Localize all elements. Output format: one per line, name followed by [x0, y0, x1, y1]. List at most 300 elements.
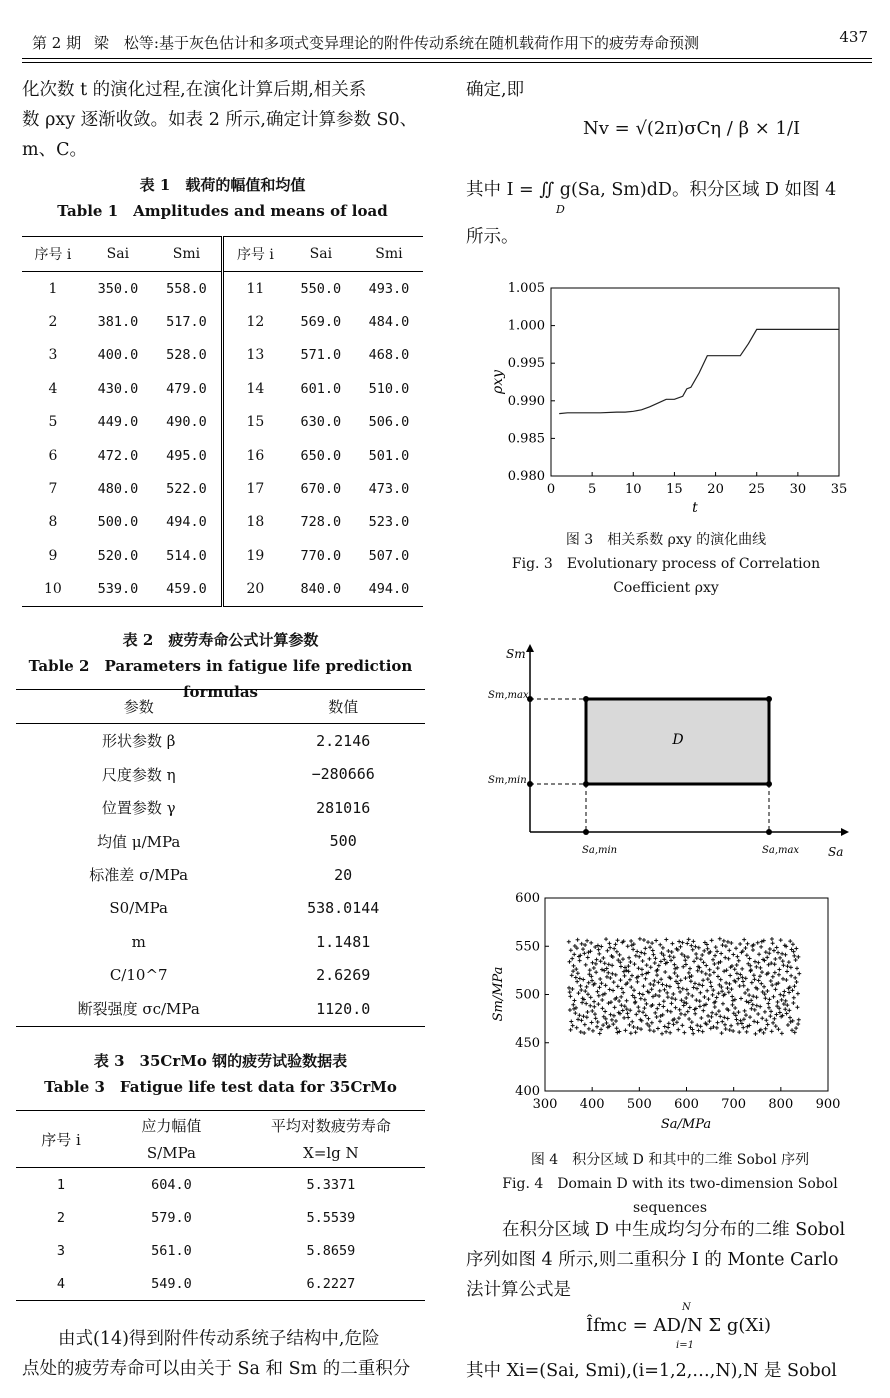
fig4-point	[783, 1007, 787, 1011]
fig4-point	[715, 996, 719, 1000]
table1	[22, 236, 423, 607]
domain-point	[766, 829, 772, 835]
fig4-point	[613, 1005, 617, 1009]
fig4-point	[657, 1002, 661, 1006]
table2-header-row	[16, 690, 425, 724]
fig4-point	[753, 977, 757, 981]
fig4-point	[631, 994, 635, 998]
fig4-point	[717, 991, 721, 995]
fig4-point	[591, 1029, 595, 1033]
fig4-point	[690, 1027, 694, 1031]
fig4-point	[584, 963, 588, 967]
table1-cell: 728.0	[300, 514, 342, 531]
fig4-ytick-label: 550	[515, 939, 540, 955]
fig4-point	[665, 991, 669, 995]
fig4-point	[702, 949, 706, 953]
table3-cell: 2	[56, 1209, 66, 1226]
fig4-point	[674, 1006, 678, 1010]
fig4-point	[653, 1011, 657, 1015]
table2-cell: 2.2146	[316, 731, 371, 750]
fig4-point	[690, 994, 694, 998]
fig4-point	[787, 960, 791, 964]
fig4-point	[604, 983, 608, 987]
fig4-point	[662, 957, 666, 961]
fig4-point	[706, 977, 710, 981]
fig4-point	[718, 937, 722, 941]
fig4-point	[762, 985, 766, 989]
fig4-point	[677, 1016, 681, 1020]
fig4-point	[666, 995, 670, 999]
equation-ifmc-text: Îfmc = AD/N Σ g(Xi)	[586, 1315, 772, 1336]
table1-row	[22, 472, 423, 505]
table1-caption-en: Table 1 Amplitudes and means of load	[57, 202, 388, 220]
fig4-ylabel: Sm/MPa	[491, 966, 506, 1022]
table1-row	[22, 439, 423, 472]
fig3-xtick-label: 5	[588, 482, 597, 497]
equation-sum-top: N	[682, 1302, 691, 1313]
fig4-point	[674, 979, 678, 983]
fig4-point	[733, 1006, 737, 1010]
fig4-point	[753, 1032, 757, 1036]
fig4-point	[659, 977, 663, 981]
fig4-point	[737, 959, 741, 963]
fig4-point	[631, 947, 635, 951]
table1-row	[22, 339, 423, 372]
fig4-point	[683, 958, 687, 962]
table3-caption	[16, 1048, 425, 1100]
fig4-point	[716, 1021, 720, 1025]
table1-cell: 479.0	[152, 372, 223, 405]
fig4-point	[745, 1030, 749, 1034]
fig4-point	[711, 958, 715, 962]
fig4-point	[733, 967, 737, 971]
fig4-point	[770, 937, 774, 941]
fig4-point	[575, 946, 579, 950]
fig4-point	[658, 943, 662, 947]
table2-cell: 形状参数 β	[101, 732, 176, 751]
fig4-point	[630, 1020, 634, 1024]
fig4-point	[601, 1023, 605, 1027]
header-issue: 第 2 期	[32, 34, 82, 52]
fig4-point	[628, 1023, 632, 1027]
table1-cell: 20	[246, 581, 265, 598]
fig4-point	[690, 1020, 694, 1024]
fig4-point	[748, 964, 752, 968]
table2-cell: 尺度参数 η	[101, 765, 176, 784]
fig3-ytick-label: 0.995	[507, 356, 545, 372]
fig4-point	[796, 992, 800, 996]
table1-cell: 495.0	[152, 439, 223, 472]
fig4-point	[768, 1014, 772, 1018]
fig4-point	[684, 962, 688, 966]
fig4-point	[779, 938, 783, 942]
fig4-point	[588, 968, 592, 972]
fig4-point	[742, 984, 746, 988]
fig4-point	[778, 956, 782, 960]
fig4-point	[606, 971, 610, 975]
table1-cell: 3	[48, 347, 58, 364]
table1-cell: 510.0	[368, 380, 410, 397]
fig4-point	[715, 949, 719, 953]
fig4-point	[691, 1032, 695, 1036]
fig4-point	[648, 945, 652, 949]
table2-row	[16, 825, 425, 859]
fig4-point	[717, 983, 721, 987]
fig4-point	[688, 1005, 692, 1009]
table1-cell: 4	[48, 380, 58, 397]
fig4-point	[672, 963, 676, 967]
fig4-point	[793, 1030, 797, 1034]
domain-smin-label: Sm,min	[488, 775, 527, 786]
fig4-point	[621, 991, 625, 995]
fig4-point	[569, 1028, 573, 1032]
fig4-point	[590, 1021, 594, 1025]
fig4-point	[675, 974, 679, 978]
fig4-point	[797, 1018, 801, 1022]
fig4-point	[618, 953, 622, 957]
fig4-point	[782, 989, 786, 993]
fig4-point	[623, 1028, 627, 1032]
domain-x-arrow	[841, 828, 849, 836]
header-rule-thin	[22, 62, 872, 63]
fig4-point	[596, 1020, 600, 1024]
fig4-point	[709, 984, 713, 988]
fig4-point	[794, 946, 798, 950]
integral-prefix: 其中	[466, 180, 501, 200]
fig4-point	[648, 1028, 652, 1032]
fig4-point	[568, 1008, 572, 1012]
fig4-point	[761, 990, 765, 994]
fig4-point	[642, 1006, 646, 1010]
table1-cell: 494.0	[368, 581, 410, 598]
fig4-point	[769, 1009, 773, 1013]
fig4-point	[602, 1015, 606, 1019]
fig4-point	[686, 1010, 690, 1014]
table3-header-no: 序号 i	[16, 1111, 106, 1168]
fig4-point	[655, 973, 659, 977]
domain-point	[766, 781, 772, 787]
fig4-point	[730, 987, 734, 991]
fig3-ylabel: ρxy	[490, 369, 506, 395]
table1-cell: 8	[48, 514, 58, 531]
fig4-point	[650, 1021, 654, 1025]
fig4-point	[632, 988, 636, 992]
fig4-point	[794, 1026, 798, 1030]
fig3-plot-frame	[551, 288, 839, 476]
fig4-point	[640, 973, 644, 977]
fig4-caption	[464, 1148, 876, 1220]
fig4-point	[568, 994, 572, 998]
fig4-caption-cn: 图 4 积分区域 D 和其中的二维 Sobol 序列	[530, 1152, 810, 1168]
domain-y-arrow	[526, 644, 534, 652]
fig4-point	[772, 1017, 776, 1021]
fig4-point	[612, 980, 616, 984]
table1-cell: 473.0	[368, 481, 410, 498]
fig4-point	[781, 963, 785, 967]
fig4-point	[747, 993, 751, 997]
table1-row	[22, 573, 423, 607]
fig4-point	[660, 983, 664, 987]
fig4-point	[569, 1019, 573, 1023]
table2-cell: 281016	[316, 798, 371, 817]
fig4-point	[616, 958, 620, 962]
fig4-point	[763, 996, 767, 1000]
fig4-point	[638, 937, 642, 941]
fig3-ytick-label: 0.980	[507, 469, 545, 484]
fig4-point	[567, 940, 571, 944]
fig4-point	[643, 998, 647, 1002]
equation-sum-bottom: i=1	[676, 1340, 694, 1351]
fig4-ytick-label: 400	[515, 1084, 540, 1099]
fig4-point	[740, 967, 744, 971]
fig4-point	[693, 1012, 697, 1016]
table2-cell: 1.1481	[316, 932, 371, 951]
table1-cell: 520.0	[97, 547, 139, 564]
table1-cell: 472.0	[97, 447, 139, 464]
fig4-point	[653, 961, 657, 965]
fig4-point	[770, 1029, 774, 1033]
table1-header: 序号 i	[22, 237, 84, 272]
fig4-point	[794, 958, 798, 962]
table2-cell: 20	[334, 865, 353, 884]
fig4-point	[745, 953, 749, 957]
fig4-point	[742, 938, 746, 942]
fig4-point	[757, 952, 761, 956]
fig3-xtick-label: 25	[748, 482, 765, 497]
fig4-point	[628, 960, 632, 964]
table1-cell: 490.0	[152, 406, 223, 439]
table1-cell: 1	[48, 280, 58, 297]
fig4-point	[776, 951, 780, 955]
fig4-point	[750, 981, 754, 985]
fig4-point	[605, 1021, 609, 1025]
fig4-point	[698, 991, 702, 995]
fig4-point	[673, 971, 677, 975]
fig4-point	[786, 1023, 790, 1027]
fig4-point	[688, 967, 692, 971]
fig4-point	[780, 1031, 784, 1035]
equation-nv	[583, 118, 800, 139]
fig4-point	[758, 974, 762, 978]
page-number: 437	[839, 28, 868, 46]
fig4-point	[586, 992, 590, 996]
fig4-point	[629, 985, 633, 989]
table2-row	[16, 858, 425, 892]
table3-cell: 1	[56, 1176, 66, 1193]
fig4-point	[711, 988, 715, 992]
fig4-point	[586, 956, 590, 960]
table1-header: Smi	[152, 237, 223, 272]
fig4-point	[756, 1012, 760, 1016]
fig4-point	[736, 1022, 740, 1026]
fig4-point	[615, 1026, 619, 1030]
fig4-point	[574, 975, 578, 979]
fig4-point	[728, 973, 732, 977]
fig4-point	[661, 1005, 665, 1009]
fig4-point	[675, 1020, 679, 1024]
table3-header-x1: 平均对数疲劳寿命	[270, 1116, 391, 1135]
table2-cell: −280666	[311, 765, 375, 784]
fig4-point	[795, 980, 799, 984]
fig4-point	[771, 1021, 775, 1025]
table1-cell: 506.0	[368, 414, 410, 431]
fig4-point	[680, 952, 684, 956]
fig3-xtick-label: 15	[666, 482, 683, 497]
fig4-point	[663, 970, 667, 974]
fig4-point	[765, 955, 769, 959]
header-title: 基于灰色估计和多项式变异理论的附件传动系统在随机载荷作用下的疲劳寿命预测	[158, 34, 699, 52]
fig4-point	[693, 981, 697, 985]
fig4-point	[577, 991, 581, 995]
fig4-point	[683, 1013, 687, 1017]
fig4-point	[771, 975, 775, 979]
fig4-point	[632, 962, 636, 966]
fig4-point	[573, 944, 577, 948]
table2-cell: 位置参数 γ	[101, 799, 176, 818]
fig3-xtick-label: 20	[707, 482, 724, 497]
right-line-shown: 所示。	[466, 227, 519, 247]
table2-cell: m	[131, 932, 146, 951]
fig4-point	[773, 971, 777, 975]
fig4-point	[725, 986, 729, 990]
fig4-point	[792, 950, 796, 954]
fig4-point	[683, 976, 687, 980]
fig4-point	[618, 960, 622, 964]
fig4-scatter-chart	[486, 888, 856, 1138]
fig4-point	[714, 1012, 718, 1016]
fig4-point	[601, 956, 605, 960]
fig4-point	[788, 1016, 792, 1020]
fig4-point	[595, 1025, 599, 1029]
fig4-point	[621, 1008, 625, 1012]
table1-caption	[22, 172, 423, 224]
fig4-point	[702, 995, 706, 999]
fig4-point	[652, 979, 656, 983]
fig4-point	[719, 951, 723, 955]
table1-cell: 650.0	[300, 447, 342, 464]
left-para-line: 数 ρxy 逐渐收敛。如表 2 所示,确定计算参数 S0、	[22, 110, 418, 130]
fig4-point	[672, 955, 676, 959]
fig4-point	[706, 947, 710, 951]
table1-cell: 400.0	[97, 347, 139, 364]
fig4-point	[616, 984, 620, 988]
fig4-point	[658, 989, 662, 993]
fig4-point	[759, 982, 763, 986]
domain-label-D: D	[672, 732, 684, 748]
fig4-point	[670, 942, 674, 946]
table2-row	[16, 791, 425, 825]
table3-cell: 549.0	[151, 1275, 192, 1292]
table1-cell: 523.0	[368, 514, 410, 531]
fig4-point	[681, 965, 685, 969]
fig4-point	[746, 962, 750, 966]
table1-row	[22, 406, 423, 439]
table3-cell: 5.8659	[306, 1242, 356, 1259]
right-last-line: 其中 Xi=(Sai, Smi),(i=1,2,…,N),N 是 Sobol	[466, 1361, 837, 1381]
fig4-point	[692, 959, 696, 963]
fig4-point	[642, 938, 646, 942]
table3-header-s1: 应力幅值	[141, 1116, 202, 1135]
fig4-point	[788, 939, 792, 943]
right-para-sobol	[466, 1215, 876, 1305]
table1-cell: 459.0	[152, 573, 223, 607]
fig4-point	[785, 1011, 789, 1015]
fig4-point	[635, 980, 639, 984]
table3	[16, 1110, 425, 1301]
fig4-point	[791, 1001, 795, 1005]
fig4-point	[734, 946, 738, 950]
fig4-point	[719, 978, 723, 982]
fig4-point	[677, 986, 681, 990]
domain-samax-label: Sa,max	[762, 845, 800, 856]
fig4-point	[644, 977, 648, 981]
table2-row	[16, 892, 425, 926]
table1-cell: 550.0	[300, 280, 342, 297]
fig4-point	[619, 964, 623, 968]
fig4-point	[572, 964, 576, 968]
table1-row	[22, 305, 423, 338]
table1-header-row	[22, 237, 423, 272]
fig4-point	[587, 1027, 591, 1031]
fig4-point	[701, 1009, 705, 1013]
table2-cell: S0/MPa	[109, 899, 168, 918]
fig4-point	[778, 1010, 782, 1014]
fig4-point	[709, 980, 713, 984]
fig4-point	[647, 957, 651, 961]
table3-row	[16, 1267, 425, 1301]
fig4-point	[579, 988, 583, 992]
fig4-point	[642, 984, 646, 988]
fig4-point	[712, 970, 716, 974]
right-para-line: 在积分区域 D 中生成均匀分布的二维 Sobol	[502, 1220, 846, 1240]
table1-row	[22, 372, 423, 405]
fig4-point	[672, 1022, 676, 1026]
fig4-point	[650, 941, 654, 945]
fig4-point	[774, 1024, 778, 1028]
fig4-point	[676, 1028, 680, 1032]
table1-cell: 16	[246, 447, 265, 464]
fig4-point	[573, 1011, 577, 1015]
fig4-xtick-label: 400	[579, 1097, 605, 1112]
fig4-point	[600, 981, 604, 985]
fig4-point	[769, 979, 773, 983]
fig4-point	[730, 994, 734, 998]
fig4-point	[762, 1031, 766, 1035]
fig4-point	[581, 947, 585, 951]
fig4-xtick-label: 700	[721, 1097, 747, 1112]
fig3-ytick-label: 0.990	[507, 393, 545, 409]
fig4-point	[717, 1009, 721, 1013]
fig4-point	[644, 1013, 648, 1017]
table1-cell: 528.0	[152, 339, 223, 372]
table1-cell: 449.0	[97, 414, 139, 431]
fig4-point	[614, 1019, 618, 1023]
fig4-point	[796, 955, 800, 959]
table1-cell: 840.0	[300, 581, 342, 598]
fig4-point	[653, 956, 657, 960]
fig4-point	[583, 989, 587, 993]
fig4-point	[735, 1018, 739, 1022]
fig4-point	[775, 945, 779, 949]
fig4-point	[585, 939, 589, 943]
table1-cell: 670.0	[300, 481, 342, 498]
table1-cell: 381.0	[97, 314, 139, 331]
fig4-point	[749, 998, 753, 1002]
left-para-line: 化次数 t 的演化过程,在演化计算后期,相关系	[22, 80, 367, 100]
fig4-point	[734, 1013, 738, 1017]
fig4-point	[735, 955, 739, 959]
fig4-point	[595, 990, 599, 994]
